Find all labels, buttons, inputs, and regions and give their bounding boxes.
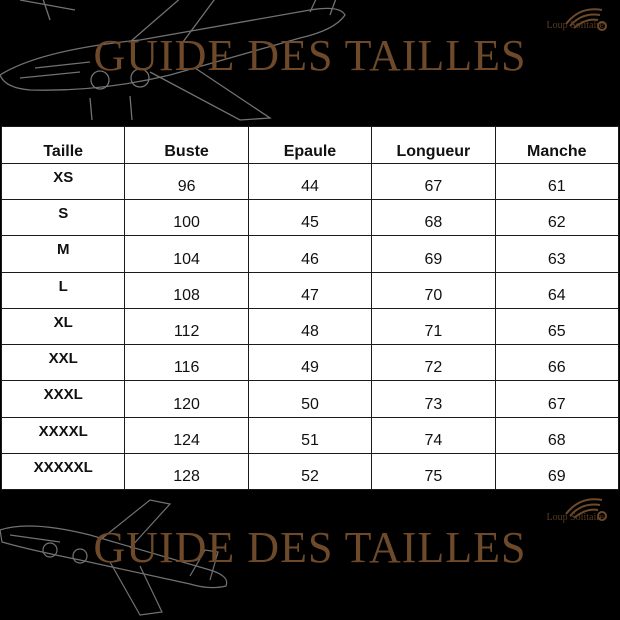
table-cell: 46	[248, 236, 371, 272]
table-row	[2, 417, 619, 453]
table-row	[2, 164, 619, 200]
size-label: XXXXL	[2, 417, 125, 453]
table-cell: 73	[372, 381, 495, 417]
table-cell: 68	[495, 417, 618, 453]
size-table	[1, 126, 619, 490]
column-header: Manche	[495, 127, 618, 164]
table-cell: 69	[372, 236, 495, 272]
table-cell: 70	[372, 272, 495, 308]
size-label: XXXL	[2, 381, 125, 417]
bottom-banner	[0, 490, 620, 620]
table-cell: 72	[372, 345, 495, 381]
table-cell: 74	[372, 417, 495, 453]
table-cell: 75	[372, 453, 495, 489]
table-cell: 49	[248, 345, 371, 381]
size-label: XL	[2, 308, 125, 344]
table-row	[2, 345, 619, 381]
table-cell: 120	[125, 381, 248, 417]
table-cell: 61	[495, 164, 618, 200]
table-cell: 66	[495, 345, 618, 381]
size-label: M	[2, 236, 125, 272]
top-banner	[0, 0, 620, 126]
table-cell: 47	[248, 272, 371, 308]
table-header-row	[2, 127, 619, 164]
size-chart	[1, 126, 619, 490]
footer-title: GUIDE DES TAILLES	[93, 523, 527, 572]
table-row	[2, 272, 619, 308]
table-row	[2, 381, 619, 417]
column-header: Buste	[125, 127, 248, 164]
table-cell: 108	[125, 272, 248, 308]
table-cell: 100	[125, 200, 248, 236]
column-header: Taille	[2, 127, 125, 164]
table-cell: 71	[372, 308, 495, 344]
table-cell: 67	[495, 381, 618, 417]
table-cell: 68	[372, 200, 495, 236]
table-cell: 65	[495, 308, 618, 344]
table-cell: 128	[125, 453, 248, 489]
size-label: XS	[2, 164, 125, 200]
table-row	[2, 200, 619, 236]
column-header: Epaule	[248, 127, 371, 164]
brand-name: Loup Solitaire	[546, 20, 604, 31]
size-label: XXXXXL	[2, 453, 125, 489]
table-row	[2, 308, 619, 344]
table-cell: 116	[125, 345, 248, 381]
column-header: Longueur	[372, 127, 495, 164]
table-row	[2, 453, 619, 489]
table-cell: 62	[495, 200, 618, 236]
table-cell: 112	[125, 308, 248, 344]
table-cell: 51	[248, 417, 371, 453]
table-row	[2, 236, 619, 272]
table-cell: 50	[248, 381, 371, 417]
table-cell: 64	[495, 272, 618, 308]
table-cell: 63	[495, 236, 618, 272]
table-cell: 69	[495, 453, 618, 489]
table-cell: 67	[372, 164, 495, 200]
size-label: S	[2, 200, 125, 236]
table-cell: 124	[125, 417, 248, 453]
table-cell: 44	[248, 164, 371, 200]
page-title: GUIDE DES TAILLES	[93, 31, 527, 80]
table-cell: 48	[248, 308, 371, 344]
brand-name: Loup Solitaire	[546, 512, 604, 523]
table-cell: 96	[125, 164, 248, 200]
table-cell: 45	[248, 200, 371, 236]
table-cell: 52	[248, 453, 371, 489]
size-label: XXL	[2, 345, 125, 381]
table-cell: 104	[125, 236, 248, 272]
size-label: L	[2, 272, 125, 308]
